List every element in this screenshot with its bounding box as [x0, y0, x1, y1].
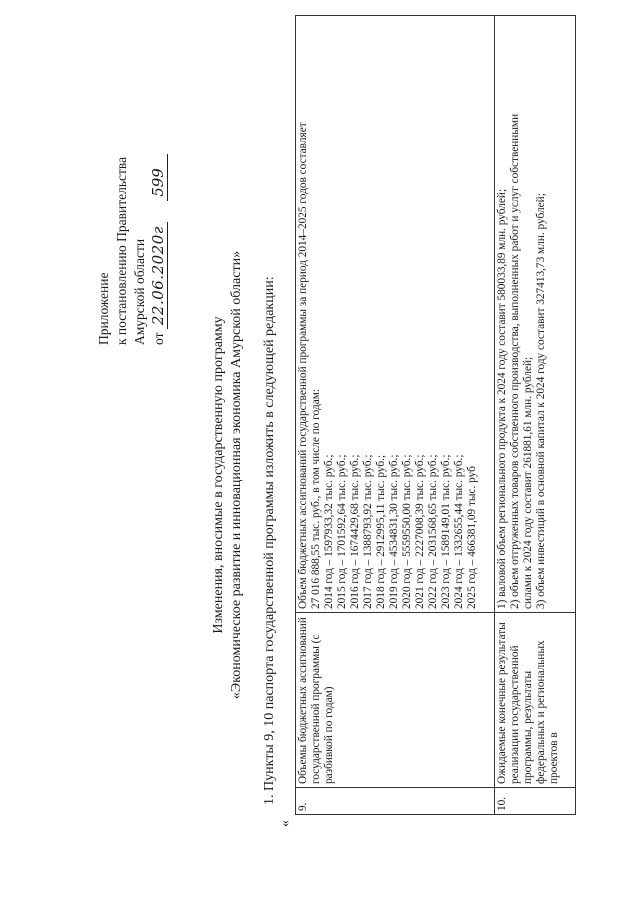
appendix-header — [95, 45, 168, 345]
table-row — [296, 16, 495, 815]
row-content — [296, 16, 495, 613]
from-label: от — [151, 332, 166, 345]
appendix-label: Приложение — [96, 272, 111, 345]
row-content — [495, 16, 576, 613]
passport-table — [295, 15, 576, 815]
year-line: 2021 год – 2227008,39 тыс. руб.; — [414, 454, 426, 609]
year-line: 2023 год – 1589149,01 тыс. руб.; — [440, 454, 452, 609]
result-line: силами к 2024 году составит 261881,61 млн. рублей; — [522, 356, 534, 609]
row-number: 10. — [495, 788, 576, 815]
date-number-line — [149, 45, 168, 345]
year-line: 2018 год – 2912995,11 тыс. руб.; — [375, 454, 387, 609]
resolution-ref: к постановлению Правительства — [114, 156, 129, 345]
handwritten-number: 599 — [149, 154, 168, 201]
year-line: 2020 год – 5559550,00 тыс. руб.; — [401, 454, 413, 609]
title-line-1: Изменения, вносимые в государственную программу — [211, 316, 226, 634]
result-line: 2) объем отгруженных товаров собственного производства, выполненных работ и услуг собственными — [509, 113, 521, 609]
budget-summary-line: 27 016 888,55 тыс. руб., в том числе по годам: — [310, 388, 322, 609]
row-label: Объемы бюджетных ассигнований государственной программы (с разбивкой по годам) — [296, 613, 495, 788]
document-title — [210, 195, 246, 755]
title-line-2: «Экономическое развитие и инновационная экономика Амурской области» — [229, 250, 244, 700]
year-line: 2024 год – 1332655,44 тыс. руб.; — [453, 454, 465, 609]
region-name: Амурской области — [132, 238, 147, 345]
year-line: 2014 год – 1597933,32 тыс. руб.; — [323, 454, 335, 609]
year-line: 2017 год – 1388793,92 тыс. руб.; — [362, 454, 374, 609]
intro-paragraph: 1. Пункты 9, 10 паспорта государственной программы изложить в следующей редакции: — [262, 276, 277, 805]
row-label: Ожидаемые конечные результаты реализации государственной программы, результаты федеральных и региональных проектов в — [495, 613, 576, 788]
year-line: 2019 год – 4534831,30 тыс. руб.; — [388, 454, 400, 609]
handwritten-date: 22.06.2020г — [149, 222, 168, 329]
result-line: 1) валовой объем регионального продукта к 2024 году составит 580033,89 млн. рублей; — [496, 188, 508, 609]
year-line: 2025 год – 466381,09 тыс. руб — [466, 466, 478, 609]
year-line: 2022 год – 2031568,65 тыс. руб.; — [427, 454, 439, 609]
row-number: 9. — [296, 788, 495, 815]
opening-quote: « — [278, 820, 293, 827]
year-line: 2015 год – 1701592,64 тыс. руб.; — [336, 454, 348, 609]
table-row — [495, 16, 576, 815]
year-line: 2016 год – 1674429,68 тыс. руб.; — [349, 454, 361, 609]
budget-summary-line: Объем бюджетных ассигнований государственной программы за период 2014–2025 годов составляет — [297, 122, 309, 609]
result-line: 3) объем инвестиций в основной капитал к 2024 году составит 327413,73 млн. рублей; — [535, 193, 547, 609]
